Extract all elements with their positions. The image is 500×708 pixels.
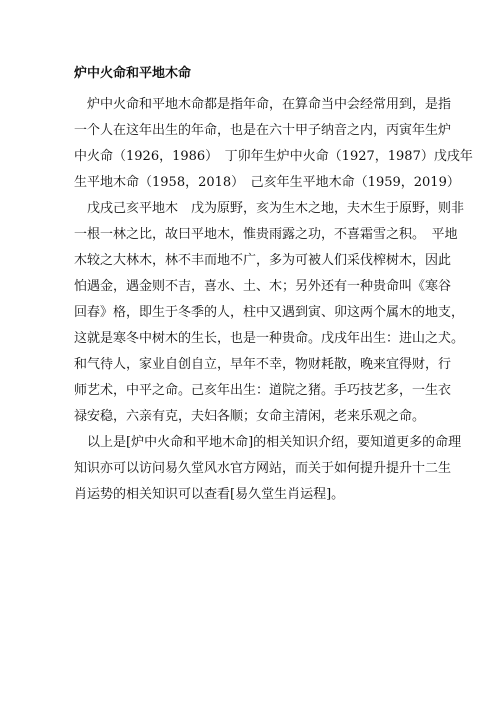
paragraph-2-line-3: 木较之大林木，林不丰而地不广，多为可被人们采伐榨树木，因此 bbox=[74, 253, 452, 268]
paragraph-1-line-1: 炉中火命和平地木命都是指年命，在算命当中会经常用到，是指 bbox=[87, 97, 452, 112]
document-title: 炉中火命和平地木命 bbox=[74, 66, 192, 81]
paragraph-3-line-1: 以上是[炉中火命和平地木命]的相关知识介绍，要知道更多的命理 bbox=[87, 435, 462, 450]
paragraph-1-line-4: 生平地木命（1958，2018） 己亥年生平地木命（1959，2019） bbox=[74, 175, 460, 190]
paragraph-1-line-2: 一个人在这年出生的年命，也是在六十甲子纳音之内，丙寅年生炉 bbox=[74, 123, 452, 138]
paragraph-2-line-6: 这就是寒冬中树木的生长，也是一种贵命。戊戌年出生：进山之犬。 bbox=[74, 331, 465, 346]
paragraph-2-line-1: 戊戌己亥平地木 戊为原野，亥为生木之地，夫木生于原野，则非 bbox=[87, 201, 465, 216]
paragraph-2-line-9: 禄安稳，六亲有克，夫妇各顺；女命主清闲，老来乐观之命。 bbox=[74, 409, 426, 424]
paragraph-3-line-3: 肖运势的相关知识可以查看[易久堂生肖运程]。 bbox=[74, 487, 345, 502]
paragraph-3-line-2: 知识亦可以访问易久堂风水官方网站，而关于如何提升提升十二生 bbox=[74, 461, 452, 476]
paragraph-2-line-5: 回春》格，即生于冬季的人，柱中又遇到寅、卯这两个属木的地支， bbox=[74, 305, 465, 320]
paragraph-2-line-8: 师艺术，中平之命。己亥年出生：道院之猪。手巧技艺多，一生衣 bbox=[74, 383, 452, 398]
paragraph-2-line-2: 一根一林之比，故曰平地木，惟贵雨露之功，不喜霜雪之积。 平地 bbox=[74, 227, 458, 242]
paragraph-2-line-7: 和气待人，家业自创自立，早年不幸，物财耗散，晚来宜得财，行 bbox=[74, 357, 452, 372]
paragraph-2-line-4: 怕遇金，遇金则不吉，喜水、土、木；另外还有一种贵命叫《寒谷 bbox=[74, 279, 452, 294]
paragraph-1-line-3: 中火命（1926，1986） 丁卯年生炉中火命（1927，1987）戊戌年 bbox=[74, 149, 473, 164]
